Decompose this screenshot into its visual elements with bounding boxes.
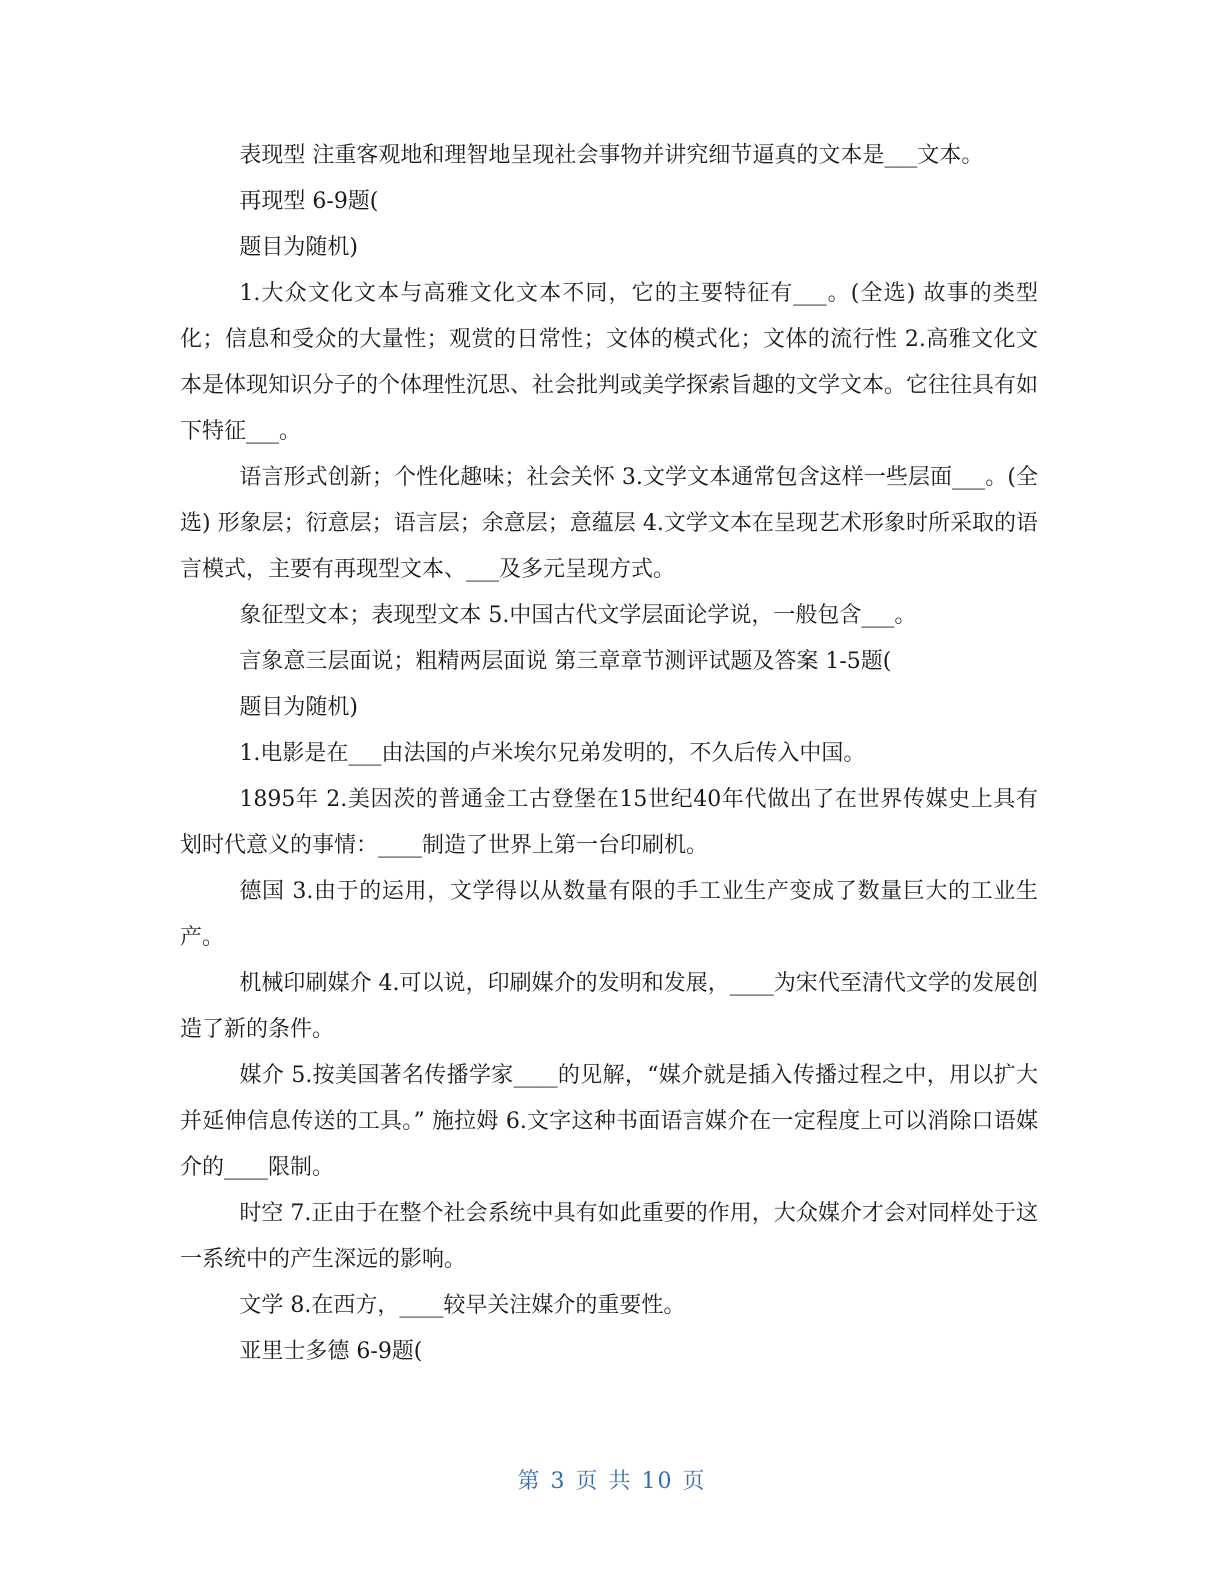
paragraph: 时空 7.正由于在整个社会系统中具有如此重要的作用，大众媒介才会对同样处于这一系统中的产生深远的影响。 — [180, 1201, 1038, 1272]
paragraph: 再现型 6-9题( — [239, 189, 379, 214]
paragraph: 语言形式创新；个性化趣味；社会关怀 3.文学文本通常包含这样一些层面___。(全选) 形象层；衍意层；语言层；余意层；意蕴层 4.文学文本在呈现艺术形象时所采取的语言模式，主要有再现型文本、___及多元呈现方式。 — [180, 465, 1038, 582]
paragraph: 机械印刷媒介 4.可以说，印刷媒介的发明和发展，____为宋代至清代文学的发展创造了新的条件。 — [180, 971, 1038, 1042]
paragraph: 媒介 5.按美国著名传播学家____的见解，“媒介就是插入传播过程之中，用以扩大并延伸信息传送的工具。” 施拉姆 6.文字这种书面语言媒介在一定程度上可以消除口语媒介的____限制。 — [180, 1063, 1038, 1180]
paragraph: 德国 3.由于的运用，文学得以从数量有限的手工业生产变成了数量巨大的工业生产。 — [180, 879, 1038, 950]
paragraph: 象征型文本；表现型文本 5.中国古代文学层面论学说，一般包含___。 — [239, 603, 917, 628]
paragraph: 1.电影是在___由法国的卢米埃尔兄弟发明的，不久后传入中国。 — [239, 741, 866, 766]
paragraph: 言象意三层面说；粗精两层面说 第三章章节测评试题及答案 1-5题( — [239, 649, 892, 674]
paragraph: 亚里士多德 6-9题( — [239, 1339, 423, 1364]
document-body — [180, 133, 1038, 1375]
paragraph: 文学 8.在西方，____较早关注媒介的重要性。 — [239, 1293, 686, 1318]
paragraph: 1895年 2.美因茨的普通金工古登堡在15世纪40年代做出了在世界传媒史上具有划时代意义的事情：____制造了世界上第一台印刷机。 — [180, 787, 1038, 858]
page-number-footer: 第 3 页 共 10 页 — [517, 1469, 707, 1494]
paragraph: 1.大众文化文本与高雅文化文本不同，它的主要特征有___。(全选) 故事的类型化；信息和受众的大量性；观赏的日常性；文体的模式化；文体的流行性 2.高雅文化文本是体现知识分子的个体理性沉思、社会批判或美学探索旨趣的文学文本。它往往具有如下特征___。 — [180, 281, 1039, 444]
paragraph: 题目为随机) — [239, 235, 358, 260]
paragraph: 表现型 注重客观地和理智地呈现社会事物并讲究细节逼真的文本是___文本。 — [239, 143, 984, 168]
paragraph: 题目为随机) — [239, 695, 358, 720]
